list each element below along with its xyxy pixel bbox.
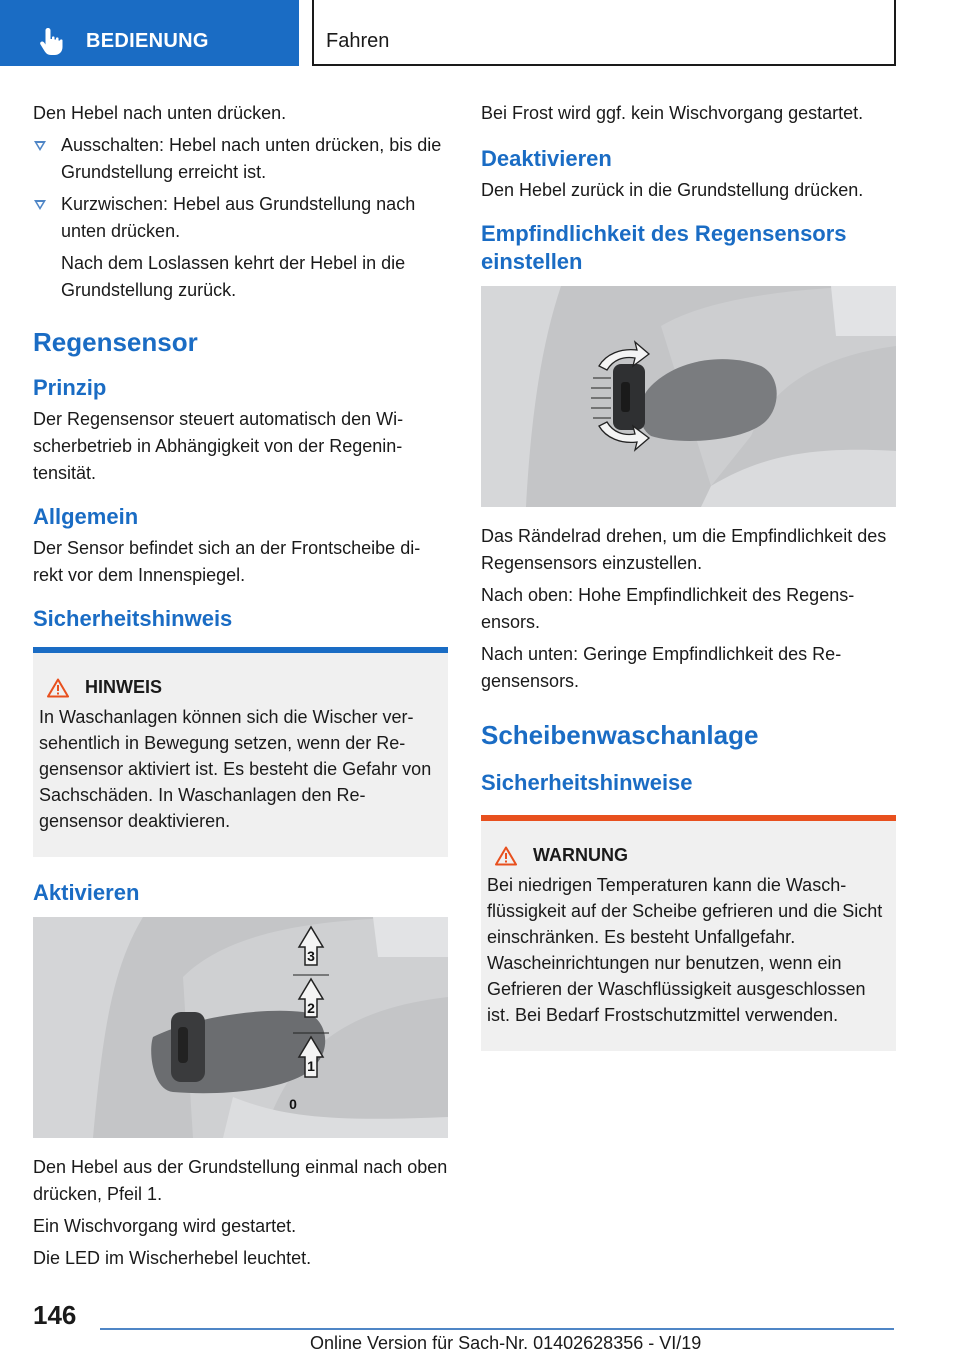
bullet-subtext: Nach dem Loslassen kehrt der Hebel in die Grundstellung zurück.	[61, 253, 406, 300]
notice-box	[33, 647, 448, 857]
heading-sicherheitshinweise: Sicherheitshinweise	[481, 770, 693, 795]
empfindlichkeit-text-1: Das Rändelrad drehen, um die Empfindlichkeit des Regensensors einzustellen.	[481, 526, 887, 573]
bullet-triangle-icon	[34, 200, 46, 210]
figure-label-3: 3	[307, 948, 315, 964]
prinzip-text: Der Regensensor steuert automatisch den Wi-scherbetrieb in Abhängigkeit von der Regenin-tensität.	[33, 409, 404, 483]
warning-text: Bei niedrigen Temperaturen kann die Wasch-flüssigkeit auf der Scheibe gefrieren und die Sicht einschränken. Es besteht Unfallgefahr. Wascheinrichtungen nur benutzen, wenn ein Gefrieren der Waschflüssigkeit ausgeschlossen ist. Bei Bedarf Frostschutzmittel verwenden.	[487, 875, 883, 1025]
heading-empfindlichkeit: Empfindlichkeit des Regensensors einstellen	[481, 221, 847, 274]
warning-header	[487, 845, 888, 866]
aktivieren-text-3: Die LED im Wischerhebel leuchtet.	[33, 1248, 312, 1268]
warning-triangle-icon	[495, 846, 517, 866]
wiper-lever-figure	[33, 917, 448, 1138]
aktivieren-text-1: Den Hebel aus der Grundstellung einmal nach oben drücken, Pfeil 1.	[33, 1157, 448, 1204]
heading-scheibenwaschanlage: Scheibenwaschanlage	[481, 720, 759, 750]
figure-label-1: 1	[307, 1058, 315, 1074]
list-item	[33, 132, 448, 186]
left-column	[33, 100, 448, 1277]
heading-allgemein: Allgemein	[33, 504, 139, 529]
frost-text: Bei Frost wird ggf. kein Wischvorgang gestartet.	[481, 103, 864, 123]
warning-title: WARNUNG	[533, 845, 628, 865]
heading-prinzip: Prinzip	[33, 375, 107, 400]
wiper-lever-illustration	[33, 917, 448, 1138]
header-title-box	[312, 0, 896, 66]
right-column	[481, 100, 896, 1065]
figure-label-2: 2	[307, 1000, 315, 1016]
footer-divider	[100, 1328, 894, 1330]
empfindlichkeit-text-3: Nach unten: Geringe Empfindlichkeit des Re-gensensors.	[481, 644, 842, 691]
heading-deaktivieren: Deaktivieren	[481, 146, 612, 171]
allgemein-text: Der Sensor befindet sich an der Frontscheibe di-rekt vor dem Innenspiegel.	[33, 538, 421, 585]
heading-regensensor: Regensensor	[33, 327, 198, 357]
warning-box	[481, 815, 896, 1051]
sensitivity-wheel-figure	[481, 286, 896, 507]
figure-label-0: 0	[289, 1096, 297, 1112]
page-number: 146	[33, 1300, 77, 1330]
notice-text: In Waschanlagen können sich die Wischer ver-sehentlich in Bewegung setzen, wenn der Re-gensensor aktiviert ist. Es besteht die Gefahr von Sachschäden. In Waschanlagen den Re-gensensor deaktivieren.	[39, 707, 432, 831]
notice-title: HINWEIS	[85, 677, 163, 697]
bullet-text: Ausschalten: Hebel nach unten drücken, bis die Grundstellung erreicht ist.	[61, 135, 442, 182]
list-item	[33, 191, 448, 245]
notice-header	[39, 677, 440, 698]
footer-version-text: Online Version für Sach-Nr. 01402628356 - VI/19	[310, 1333, 702, 1353]
header-title: Fahren	[326, 30, 390, 52]
sensitivity-wheel-illustration	[481, 286, 896, 507]
deaktivieren-text: Den Hebel zurück in die Grundstellung drücken.	[481, 180, 864, 200]
bullet-triangle-icon	[34, 141, 46, 151]
heading-aktivieren: Aktivieren	[33, 880, 140, 905]
intro-text: Den Hebel nach unten drücken.	[33, 103, 287, 123]
header-section-tab	[0, 0, 299, 66]
heading-sicherheitshinweis: Sicherheitshinweis	[33, 606, 233, 631]
aktivieren-text-2: Ein Wischvorgang wird gestartet.	[33, 1216, 297, 1236]
bullet-text: Kurzwischen: Hebel aus Grundstellung nach unten drücken.	[61, 194, 416, 241]
hand-pointer-icon	[38, 26, 66, 56]
header-section-label: BEDIENUNG	[86, 30, 209, 52]
warning-triangle-icon	[47, 678, 69, 698]
empfindlichkeit-text-2: Nach oben: Hohe Empfindlichkeit des Regens-ensors.	[481, 585, 855, 632]
